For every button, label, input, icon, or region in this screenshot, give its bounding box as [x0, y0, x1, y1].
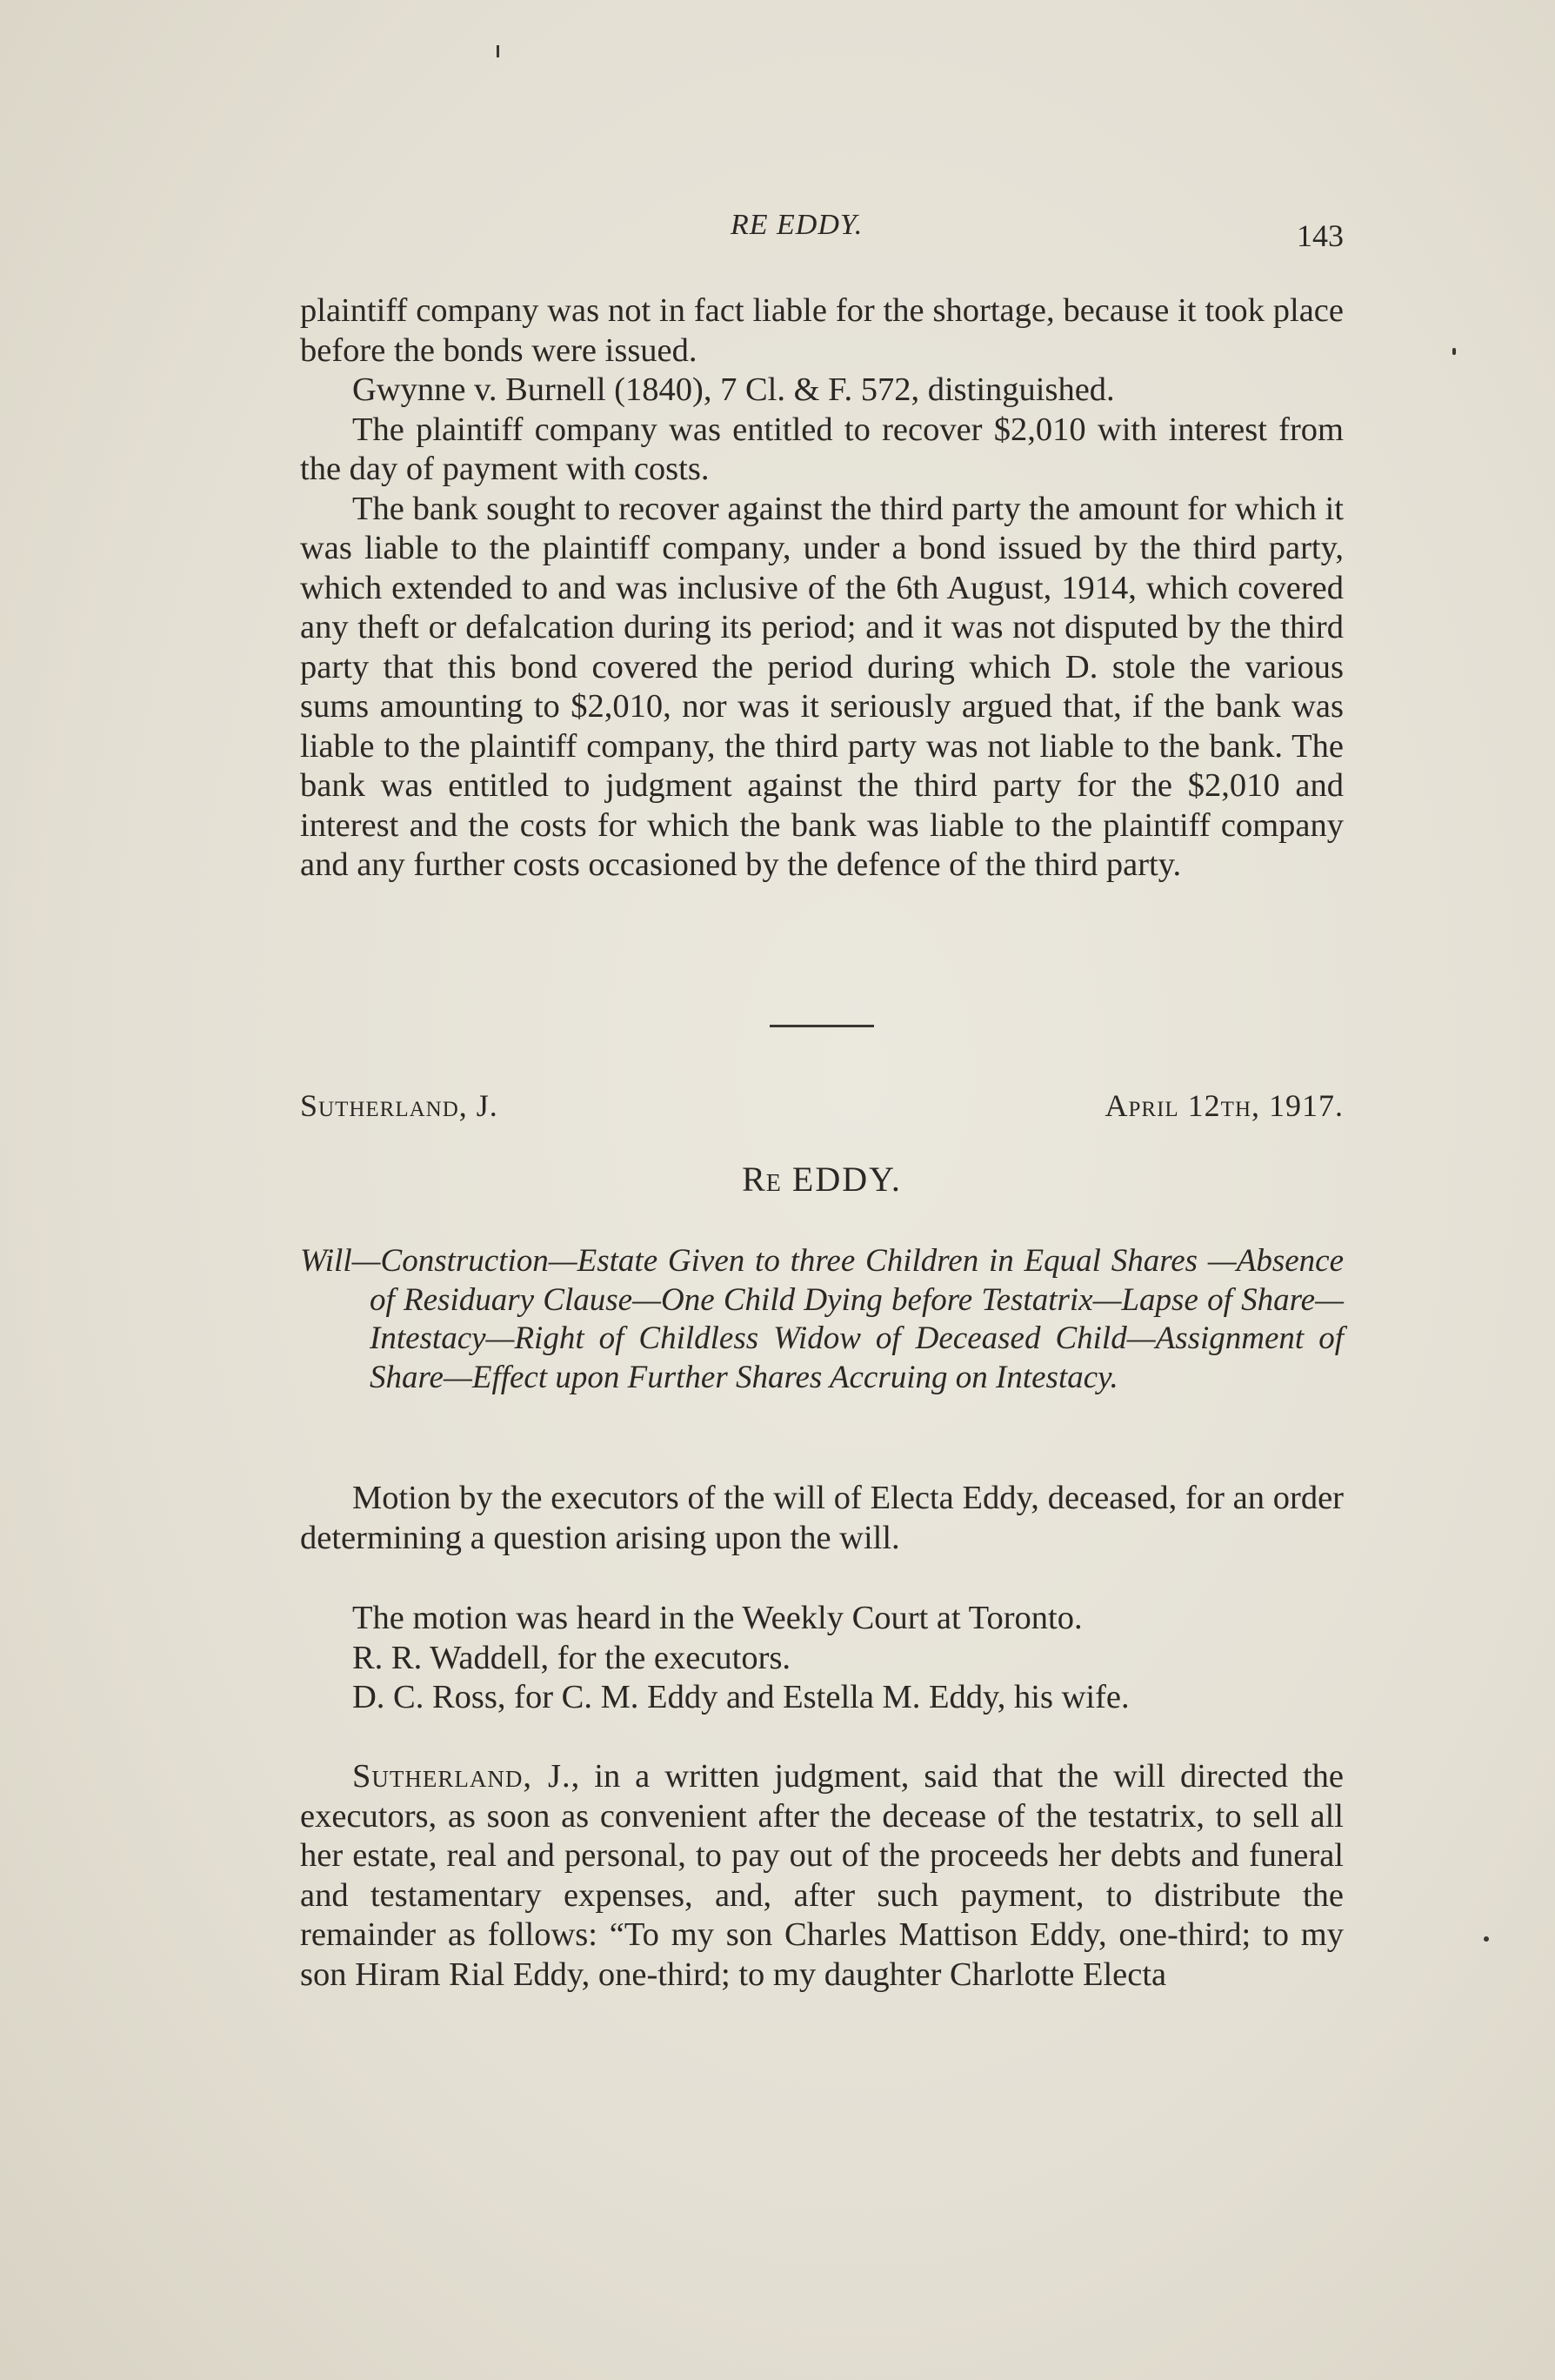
ink-speck — [497, 45, 499, 57]
case-title-prefix: Re — [742, 1160, 782, 1199]
case-title-name: EDDY. — [791, 1160, 902, 1199]
page-number: 143 — [1297, 218, 1344, 253]
headnote: Will—Construction—Estate Given to three Children in Equal Shares —Absence of Residuary Clause—One Child Dying before Testatrix—Lapse of Share—Intestacy—Right of Childless Widow of Deceased Child—Assignment of Share—Effect upon Further Shares Accruing on Intestacy. — [300, 1243, 1344, 1395]
hearing-details — [300, 1599, 1344, 1718]
paragraph-entitled: The plaintiff company was entitled to recover $2,010 with interest from the day of payment with costs. — [300, 411, 1344, 487]
judgment-judge: Sutherland, J. — [352, 1758, 571, 1795]
paragraph-third-party: The bank sought to recover against the third party the amount for which it was liable to the plaintiff company, under a bond issued by the third party, which extended to and was inclusive of the 6th August, 1914, which covered any theft or defalcation during its period; and it was not disputed by the third party that this bond covered the period during which D. stole the various sums amounting to $2,010, nor was it seriously argued that, if the bank was liable to the plaintiff company, the third party was not liable to the bank. The bank was entitled to judgment against the third party for the $2,010 and interest and the costs for which the bank was liable to the plaintiff company and any further costs occasioned by the defence of the third party. — [300, 490, 1344, 883]
running-title: RE EDDY. — [731, 209, 864, 241]
counsel-executors: R. R. Waddell, for the executors. — [352, 1639, 791, 1676]
case-line — [300, 1087, 1344, 1131]
section-divider — [770, 1025, 874, 1027]
motion-block — [300, 1479, 1344, 1558]
paragraph-shortage: plaintiff company was not in fact liable for the shortage, because it took place before the bonds were issued. — [300, 292, 1344, 369]
judgment-block — [300, 1757, 1344, 1995]
judge-name: Sutherland, J. — [300, 1088, 498, 1123]
case-title — [300, 1159, 1344, 1200]
motion-paragraph: Motion by the executors of the will of Electa Eddy, deceased, for an order determining a question arising upon the will. — [300, 1480, 1344, 1556]
paragraph-distinguished: Gwynne v. Burnell (1840), 7 Cl. & F. 572, distinguished. — [352, 371, 1115, 408]
ink-speck — [1484, 1936, 1489, 1942]
heard-line: The motion was heard in the Weekly Court at Toronto. — [352, 1600, 1083, 1636]
previous-case-conclusion — [300, 291, 1344, 886]
judgment-paragraph — [300, 1757, 1344, 1995]
ink-speck — [1452, 348, 1456, 355]
decision-date: April 12th, 1917. — [1105, 1088, 1344, 1123]
counsel-respondents: D. C. Ross, for C. M. Eddy and Estella M. Eddy, his wife. — [352, 1679, 1130, 1715]
page-header — [300, 209, 1344, 252]
judgment-text: , in a written judgment, said that the will directed the executors, as soon as convenient after the decease of the testatrix, to sell all her estate, real and personal, to pay out of the proceeds her debts and funeral and testamentary expenses, and, after such payment, to distribute the remainder as follows: “To my son Charles Mattison Eddy, one-third; to my son Hiram Rial Eddy, one-third; to my daughter Charlotte Electa — [300, 1758, 1344, 1993]
